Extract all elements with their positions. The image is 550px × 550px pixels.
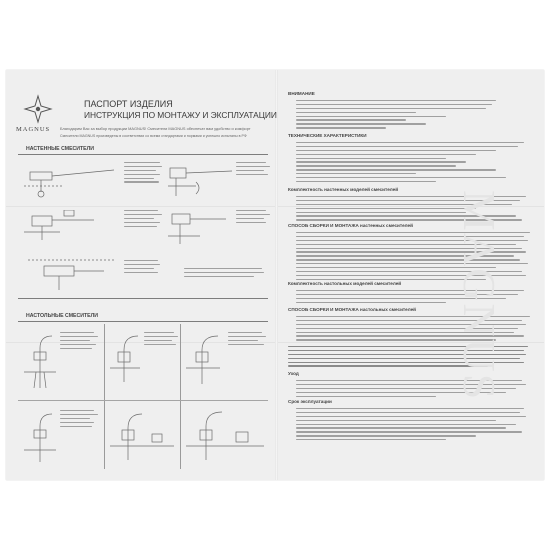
table-mixer-diagram-5 — [108, 404, 178, 466]
wall-mixer-diagram-2 — [166, 162, 236, 202]
grid-line — [18, 400, 268, 401]
table-mixer-diagram-3 — [184, 328, 224, 388]
wall-mixers-heading: НАСТЕННЫЕ СМЕСИТЕЛИ — [26, 146, 95, 152]
divider — [18, 321, 268, 322]
wall-kit-heading: Комплектность настенных моделей смесителей — [288, 187, 399, 192]
table-mixers-heading: НАСТОЛЬНЫЕ СМЕСИТЕЛИ — [26, 313, 98, 319]
diagram-caption — [144, 332, 178, 348]
page-subtitle: ИНСТРУКЦИЯ ПО МОНТАЖУ И ЭКСПЛУАТАЦИИ — [84, 110, 277, 120]
wall-mixer-diagram-3 — [24, 210, 124, 246]
brand-watermark: MAGNUS — [454, 190, 505, 402]
attention-text — [296, 100, 496, 131]
diagram-note — [184, 268, 264, 280]
grid-line — [104, 324, 105, 469]
specs-heading: ТЕХНИЧЕСКИЕ ХАРАКТЕРИСТИКИ — [288, 133, 367, 138]
diagram-caption — [124, 260, 162, 276]
wall-mixer-diagram-5 — [24, 254, 124, 294]
attention-heading: ВНИМАНИЕ — [288, 91, 315, 96]
page-title: ПАСПОРТ ИЗДЕЛИЯ — [84, 99, 173, 109]
table-mixer-diagram-4 — [20, 404, 60, 466]
table-assembly-heading: СПОСОБ СБОРКИ И МОНТАЖА настольных смесителей — [288, 307, 416, 312]
table-mixer-diagram-2 — [108, 326, 144, 386]
wall-mixer-diagram-1 — [24, 162, 124, 200]
wall-assembly-heading: СПОСОБ СБОРКИ И МОНТАЖА настенных смесителей — [288, 223, 413, 228]
grid-line — [180, 324, 181, 469]
diagram-caption — [60, 410, 100, 429]
wall-mixer-diagram-4 — [166, 208, 236, 248]
center-fold — [275, 70, 278, 480]
diagram-caption — [124, 162, 162, 185]
table-mixer-diagram-6 — [184, 404, 268, 466]
table-kit-heading: Комплектность настольных моделей смесителей — [288, 281, 402, 286]
diagram-caption — [228, 332, 268, 348]
diagram-caption — [60, 332, 100, 351]
intro-line-2: Смесители MAGNUS произведены в соответствии со всеми стандартами и нормами и успешно испытаны в РФ — [60, 134, 247, 138]
diagram-caption — [236, 162, 272, 178]
divider — [18, 154, 268, 155]
care-heading: Уход — [288, 371, 299, 376]
diagram-caption — [124, 210, 162, 229]
instruction-leaflet — [6, 70, 544, 480]
magnus-logo-icon — [23, 94, 53, 124]
diagram-caption — [236, 210, 272, 226]
intro-line-1: Благодарим Вас за выбор продукции MAGNUS! Смесители MAGNUS обеспечат вам удобство и комфорт — [60, 126, 251, 131]
brand-name: MAGNUS — [16, 126, 51, 133]
warranty-heading: Срок эксплуатации — [288, 399, 332, 404]
warranty-text — [296, 408, 526, 443]
specs-text — [296, 142, 526, 185]
table-mixer-diagram-1 — [20, 328, 60, 392]
divider — [18, 298, 268, 299]
